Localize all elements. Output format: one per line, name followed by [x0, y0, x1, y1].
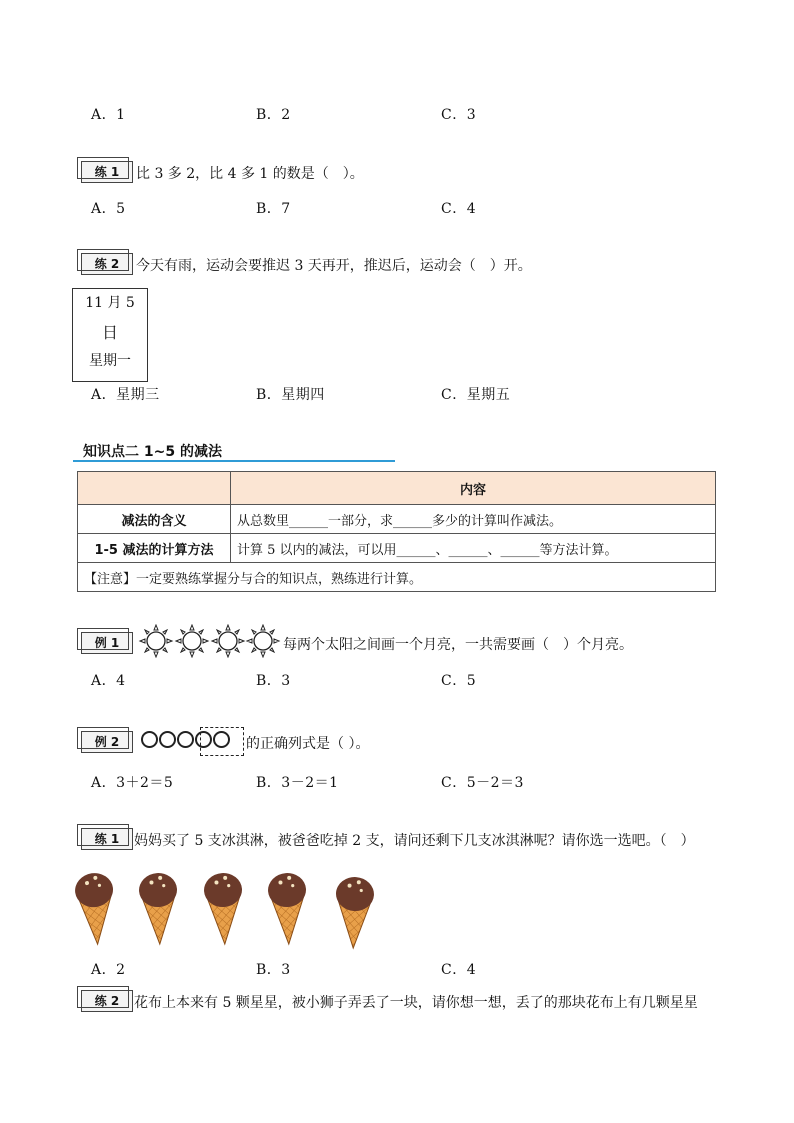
question-text: 比 3 多 2，比 4 多 1 的数是（ ）。	[136, 166, 364, 182]
option-a[interactable]: A．1	[91, 107, 126, 123]
example-1-tag: 例 1	[81, 632, 133, 654]
sun-icon	[212, 625, 244, 657]
sun-icon	[176, 625, 208, 657]
sun-icon	[140, 625, 172, 657]
row-content: 计算 5 以内的减法，可以用______、______、______等方法计算。	[231, 534, 716, 563]
option-c[interactable]: C．星期五	[441, 387, 511, 403]
option-a[interactable]: A．3＋2＝5	[91, 775, 174, 791]
practice-1-tag: 练 1	[81, 828, 133, 850]
table-row	[78, 505, 716, 534]
table-header-blank	[78, 472, 231, 505]
question-text: 的正确列式是（ ）。	[246, 736, 370, 752]
option-b[interactable]: B．7	[256, 201, 291, 217]
ice-cream-icon	[138, 872, 181, 945]
ice-cream-icon	[332, 876, 375, 949]
example-2-tag: 例 2	[81, 731, 133, 753]
ice-cream-icon	[203, 872, 246, 945]
sun-icon	[247, 625, 279, 657]
question-text: 妈妈买了 5 支冰淇淋，被爸爸吃掉 2 支，请问还剩下几支冰淇淋呢？请你选一选吧。（ ）	[134, 833, 695, 849]
option-b[interactable]: B．3	[256, 962, 291, 978]
option-b[interactable]: B．星期四	[256, 387, 325, 403]
calendar-box	[72, 288, 148, 382]
circle-icon	[159, 731, 176, 748]
ice-cream-illustration	[72, 860, 392, 950]
question-text: 每两个太阳之间画一个月亮，一共需要画（ ）个月亮。	[283, 637, 633, 653]
row-label: 减法的含义	[78, 505, 231, 534]
circle-icon	[177, 731, 194, 748]
knowledge-table	[77, 471, 716, 592]
ice-cream-icon	[73, 871, 121, 947]
section-underline	[73, 460, 395, 462]
row-label: 1-5 减法的计算方法	[78, 534, 231, 563]
suns-illustration	[138, 624, 282, 658]
option-c[interactable]: C．4	[441, 201, 477, 217]
table-header-content: 内容	[231, 472, 716, 505]
option-a[interactable]: A．星期三	[91, 387, 160, 403]
section-title: 知识点二 1~5 的减法	[83, 444, 222, 460]
circle-icon	[141, 731, 158, 748]
practice-1-tag: 练 1	[81, 161, 133, 183]
option-b[interactable]: B．2	[256, 107, 291, 123]
calendar-day: 日	[101, 323, 118, 342]
table-row	[78, 534, 716, 563]
calendar-weekday: 星期一	[89, 353, 131, 369]
ice-cream-icon	[267, 872, 310, 945]
practice-2-tag: 练 2	[81, 990, 133, 1012]
table-row	[78, 563, 716, 592]
option-b[interactable]: B．3	[256, 673, 291, 689]
question-text: 花布上本来有 5 颗星星，被小狮子弄丢了一块，请你想一想，丢了的那块花布上有几颗星星	[134, 995, 698, 1011]
row-content: 从总数里______一部分，求______多少的计算叫作减法。	[231, 505, 716, 534]
option-a[interactable]: A．2	[91, 962, 126, 978]
dashed-group-box	[200, 727, 244, 756]
option-a[interactable]: A．5	[91, 201, 126, 217]
practice-2-tag: 练 2	[81, 253, 133, 275]
note-cell: 【注意】一定要熟练掌握分与合的知识点，熟练进行计算。	[78, 563, 716, 592]
calendar-date: 11 月 5	[85, 295, 135, 311]
question-text: 今天有雨，运动会要推迟 3 天再开，推迟后，运动会（ ）开。	[136, 258, 532, 274]
table-header-row	[78, 472, 716, 505]
option-a[interactable]: A．4	[91, 673, 126, 689]
option-c[interactable]: C．4	[441, 962, 477, 978]
option-c[interactable]: C．5	[441, 673, 477, 689]
option-c[interactable]: C．5－2＝3	[441, 775, 524, 791]
option-c[interactable]: C．3	[441, 107, 477, 123]
option-b[interactable]: B．3－2＝1	[256, 775, 339, 791]
